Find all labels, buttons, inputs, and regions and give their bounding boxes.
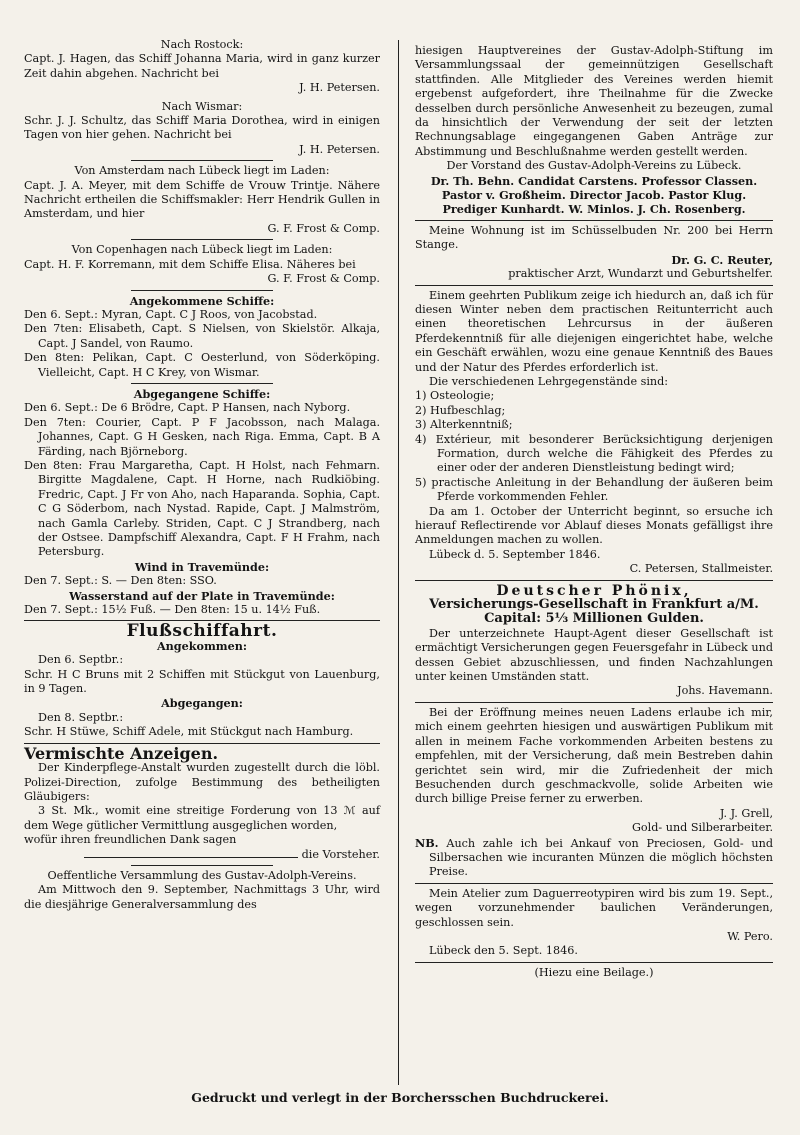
gustav-meeting-text: Am Mittwoch den 9. September, Nachmittags 3 Uhr, wird die diesjährige Generalversammlung des	[24, 883, 380, 911]
riding-course-list-heading: Die verschiedenen Lehrgegenstände sind:	[429, 374, 669, 388]
grell-nota-bene	[415, 836, 773, 880]
river-arrived-date: Den 6. Septbr.:	[38, 653, 124, 667]
list-item: 2) Hufbeschlag;	[415, 403, 506, 417]
wind-report: Den 7. Sept.: S. — Den 8ten: SSO.	[24, 574, 217, 588]
wismar-signature: J. H. Petersen.	[299, 142, 380, 156]
departed-ships-item: Den 8ten: Frau Margaretha, Capt. H Holst, nach Fehmarn. Birgitte Magdalene, Capt. H Horne, nach Rudkiöbing. Fredric, Capt. J Fr von Aho, nach Haparanda. Sophia, Capt. C G Söderbom, nach Nystad. Rapide, Capt. J Malmström, nach Gamla Carleby. Striden, Capt. C J Strandberg, nach der Ostsee. Dampfschiff Alexandra, Capt. F H Frahm, nach Petersburg.	[24, 458, 380, 559]
phoenix-capital: Capital: 5⅓ Millionen Gulden.	[484, 611, 704, 627]
divider	[131, 383, 273, 384]
pero-date: Lübeck den 5. Sept. 1846.	[429, 944, 578, 958]
riding-course-notice: Einem geehrten Publikum zeige ich hiedurch an, daß ich für diesen Winter neben dem practischen Reitunterricht auch einen theoretischen Lehrcursus in der äußeren Pferdekenntniß für alle diejenigen eingerichtet habe, welche ein Geschäft erwählen, wozu eine genaue Kenntniß des Baues und der Natur des Pferdes erforderlich ist.	[415, 288, 773, 374]
riding-course-list	[415, 389, 773, 504]
grell-notice: Bei der Eröffnung meines neuen Ladens erlaube ich mir, mich einem geehrten hiesigen und auswärtigen Publikum mit allen in meinem Fache vorkommenden Arbeiten bestens zu empfehlen, mit der Versicherung, daß mein Bestreben dahin gerichtet sein wird, mir die Zufriedenheit der mich Besuchenden durch geschmackvolle, solide Arbeiten wie durch billige Preise ferner zu erwerben.	[415, 705, 773, 806]
reuter-notice: Meine Wohnung ist im Schüsselbuden Nr. 200 bei Herrn Stange.	[415, 223, 773, 252]
wind-heading: Wind in Travemünde:	[134, 559, 270, 574]
phoenix-subtitle: Versicherungs-Gesellschaft in Frankfurt a/M.	[429, 597, 759, 613]
wismar-notice: Schr. J. J. Schultz, das Schiff Maria Dorothea, wird in einigen Tagen von hier gehen. Nachricht bei	[24, 114, 380, 142]
amsterdam-signature: G. F. Frost & Comp.	[267, 221, 380, 235]
copenhagen-signature: G. F. Frost & Comp.	[267, 272, 380, 286]
gustav-meeting-continued: hiesigen Hauptvereines der Gustav-Adolph-Stiftung im Versammlungssaal der gemeinnützigen Gesellschaft stattfinden. Alle Mitglieder des Vereines werden hiemit ergebenst aufgefordert, ihre Theilnahme für die Zwecke desselben durch persönliche Anwesenheit zu bezeugen, zumal da hinsichtlich der Verwendung der seit der letzten Rechnungsablage eingegangenen Gaben Anträge zur Abstimmung und Beschlußnahme werden gestellt werden.	[415, 44, 773, 158]
arrived-ships-item: Den 6. Sept.: Myran, Capt. C J Roos, von Jacobstad.	[24, 307, 318, 321]
gustav-names: Pastor v. Großheim. Director Jacob. Pastor Klug.	[441, 188, 747, 203]
pero-signature: W. Pero.	[727, 929, 773, 943]
departed-ships-item: Den 7ten: Courier, Capt. P F Jacobsson, nach Malaga. Johannes, Capt. G H Gesken, nach Riga. Emma, Capt. B A Färding, nach Björneborg.	[24, 415, 380, 458]
list-item: 1) Osteologie;	[415, 389, 495, 403]
amsterdam-notice: Capt. J. A. Meyer, mit dem Schiffe de Vrouw Trintje. Nähere Nachricht ertheilen die Schiffsmakler: Herr Hendrik Gullen in Amsterdam, und hier	[24, 178, 380, 221]
river-arrived-entry: Schr. H C Bruns mit 2 Schiffen mit Stückgut von Lauenburg, in 9 Tagen.	[24, 667, 380, 696]
nb-text: Auch zahle ich bei Ankauf von Preciosen, Gold- und Silbersachen wie incuranten Münzen die möglich höchsten Preise.	[429, 836, 773, 879]
grell-title: Gold- und Silberarbeiter.	[632, 821, 773, 835]
copenhagen-heading: Von Copenhagen nach Lübeck liegt im Laden:	[71, 243, 333, 257]
list-item: 4) Extérieur, mit besonderer Berücksichtigung derjenigen Formation, durch welche die Fähigkeit des Pferdes zu einer oder der anderen Dienstleistung bedingt wird;	[415, 432, 773, 475]
rostock-signature: J. H. Petersen.	[299, 81, 380, 95]
divider	[415, 883, 773, 884]
reuter-title: praktischer Arzt, Wundarzt und Geburtshelfer.	[508, 267, 773, 281]
departed-ships-heading: Abgegangene Schiffe:	[133, 386, 271, 401]
rostock-heading: Nach Rostock:	[160, 38, 244, 51]
divider	[415, 285, 773, 286]
supplement-note: (Hiezu eine Beilage.)	[534, 965, 654, 979]
phoenix-signature: Johs. Havemann.	[677, 684, 773, 698]
kinderpflege-thanks: wofür ihren freundlichen Dank sagen	[24, 833, 237, 847]
riding-course-date: Lübeck d. 5. September 1846.	[429, 547, 601, 561]
pero-notice: Mein Atelier zum Daguerreotypiren wird bis zum 19. Sept., wegen vorzunehmender baulichen Veränderungen, geschlossen sein.	[415, 886, 773, 929]
reuter-name: Dr. G. C. Reuter,	[671, 252, 773, 267]
river-departed-heading: Abgegangen:	[161, 696, 243, 711]
river-shipping-heading: Flußschiffahrt.	[126, 621, 278, 642]
river-departed-entry: Schr. H Stüwe, Schiff Adele, mit Stückgut nach Hamburg.	[24, 725, 354, 739]
right-column	[415, 44, 773, 980]
list-item: 5) practische Anleitung in der Behandlung der äußeren beim Pferde vorkommenden Fehler.	[415, 475, 773, 504]
kinderpflege-notice: Der Kinderpflege-Anstalt wurden zugestellt durch die löbl. Polizei-Direction, zufolge Bestimmung des betheiligten Gläubigers:	[24, 761, 380, 803]
grell-signature: J. J. Grell,	[719, 806, 773, 820]
arrived-ships-item: Den 8ten: Pelikan, Capt. C Oesterlund, von Söderköping. Vielleicht, Capt. H C Krey, von Wismar.	[24, 351, 380, 379]
water-level-heading: Wasserstand auf der Plate in Travemünde:	[69, 588, 335, 603]
wismar-heading: Nach Wismar:	[161, 99, 243, 113]
left-column	[24, 38, 380, 912]
amsterdam-heading: Von Amsterdam nach Lübeck liegt im Laden:	[74, 164, 330, 178]
kinderpflege-signature: die Vorsteher.	[301, 847, 380, 861]
kinderpflege-item: 3 St. Mk., womit eine streitige Forderung von 13 ℳ auf dem Wege gütlicher Vermittlung ausgeglichen worden,	[24, 804, 380, 832]
divider	[131, 290, 273, 291]
gustav-names: Prediger Kunhardt. W. Minlos. J. Ch. Rosenberg.	[442, 202, 746, 217]
phoenix-title: Deutscher Phönix,	[496, 582, 692, 599]
arrived-ships-item: Den 7ten: Elisabeth, Capt. S Nielsen, von Skielstör. Alkaja, Capt. J Sandel, von Raumo.	[24, 322, 380, 350]
phoenix-notice: Der unterzeichnete Haupt-Agent dieser Gesellschaft ist ermächtigt Versicherungen gegen Feuersgefahr in Lübeck und dessen Gebiet abzuschliessen, und finden Nachzahlungen unter keinen Umständen statt.	[415, 626, 773, 684]
misc-ads-heading: Vermischte Anzeigen.	[24, 743, 219, 763]
departed-ships-item: Den 6. Sept.: De 6 Brödre, Capt. P Hansen, nach Nyborg.	[24, 401, 351, 415]
divider	[131, 865, 273, 866]
gustav-meeting-heading: Oeffentliche Versammlung des Gustav-Adolph-Vereins.	[47, 868, 357, 882]
printer-imprint: Gedruckt und verlegt in der Borchersschen Buchdruckerei.	[191, 1090, 609, 1105]
signature-rule	[84, 857, 298, 858]
divider	[415, 220, 773, 221]
river-departed-date: Den 8. Septbr.:	[38, 710, 124, 724]
water-level-report: Den 7. Sept.: 15½ Fuß. — Den 8ten: 15 u. 14½ Fuß.	[24, 603, 321, 617]
nb-label: NB.	[415, 835, 439, 850]
divider	[131, 239, 273, 240]
divider	[415, 702, 773, 703]
copenhagen-notice: Capt. H. F. Korremann, mit dem Schiffe Elisa. Näheres bei	[24, 257, 356, 271]
divider	[415, 580, 773, 581]
list-item: 3) Alterkenntniß;	[415, 418, 513, 432]
riding-course-closing: Da am 1. October der Unterricht beginnt, so ersuche ich hierauf Reflectirende vor Ablauf dieses Monats gefälligst ihre Anmeldungen machen zu wollen.	[415, 504, 773, 547]
gustav-board: Der Vorstand des Gustav-Adolph-Vereins zu Lübeck.	[446, 159, 742, 173]
divider	[415, 962, 773, 963]
column-divider	[398, 40, 399, 1085]
river-arrived-heading: Angekommen:	[156, 638, 248, 653]
arrived-ships-heading: Angekommene Schiffe:	[129, 293, 275, 308]
kinderpflege-signature-line	[24, 848, 380, 862]
rostock-notice: Capt. J. Hagen, das Schiff Johanna Maria, wird in ganz kurzer Zeit dahin abgehen. Nachricht bei	[24, 52, 380, 80]
divider	[131, 160, 273, 161]
riding-course-signature: C. Petersen, Stallmeister.	[629, 562, 773, 576]
gustav-names: Dr. Th. Behn. Candidat Carstens. Professor Classen.	[430, 173, 758, 188]
